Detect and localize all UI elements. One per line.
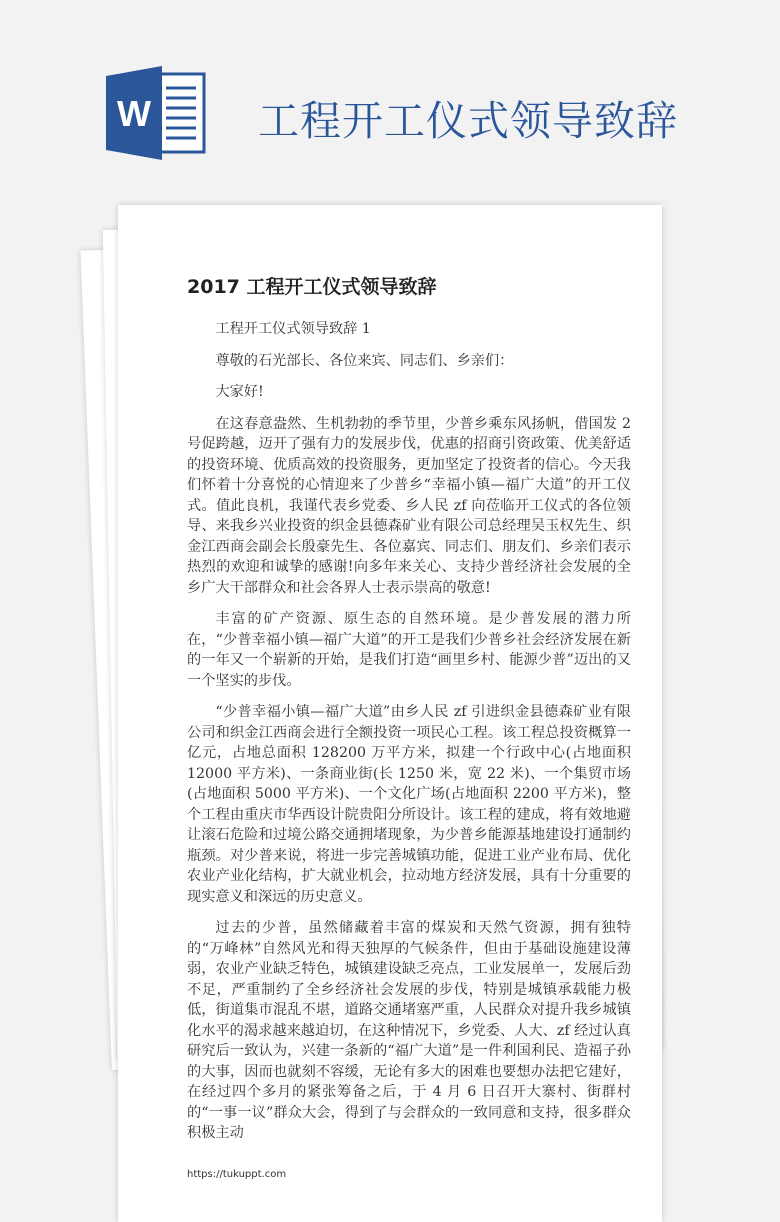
paragraph: 工程开工仪式领导致辞 1 [215,321,371,337]
paragraph: 尊敬的石光部长、各位来宾、同志们、乡亲们： [215,352,514,369]
banner-title: 工程开工仪式领导致辞 [258,97,678,145]
paragraph: 过去的少普，虽然储藏着丰富的煤炭和天然气资源，拥有独特的“万峰林”自然风光和得天独厚的气候条件，但由于基础设施建设薄弱，农业产业缺乏特色，城镇建设缺乏亮点，工业发展单一，发展后劲不足，严重制约了全乡经济社会发展的步伐，特别是城镇承载能力极低，街道集市混乱不堪，道路交通堵塞严重，人民群众对提升我乡城镇化水平的渴求越来越迫切，在这种情况下，乡党委、人大、zf 经过认真研究后一致认为，兴建一条新的“福广大道”是一件利国利民、造福子孙的大事，因而也就刻不容缓，无论有多大的困难也要想办法把它建好，在经过四个多月的紧张筹备之后，于 4 月 6 日召开大寨村、街群村的“一事一议”群众大会，得到了与会群众的一致同意和支持，很多群众积极主动 [187,920,631,1141]
svg-text:W: W [117,93,151,134]
footer-url: https://tukuppt.com [187,1168,287,1180]
document-body [187,319,631,1144]
paragraph: 在这春意盎然、生机勃勃的季节里，少普乡乘东风扬帆，借国发 2 号促跨越，迈开了强有力的发展步伐，优惠的招商引资政策、优美舒适的投资环境、优质高效的投资服务，更加坚定了投资者的信心。今天我们怀着十分喜悦的心情迎来了少普乡“幸福小镇—福广大道”的开工仪式。值此良机，我谨代表乡党委、乡人民 zf 向莅临开工仪式的各位领导、来我乡兴业投资的织金县德森矿业有限公司总经理吴玉权先生、织金江西商会副会长殷豪先生、各位嘉宾、同志们、朋友们、乡亲们表示热烈的欢迎和诚挚的感谢!向多年来关心、支持少普经济社会发展的全乡广大干部群众和社会各界人士表示崇高的敬意! [187,415,631,596]
paragraph: 大家好! [215,384,264,400]
paragraph: “少普幸福小镇—福广大道”由乡人民 zf 引进织金县德森矿业有限公司和织金江西商会进行全额投资一项民心工程。该工程总投资概算一亿元，占地总面积 128200 万平方米，拟建一个行政中心(占地面积 12000 平方米)、一条商业街(长 1250 米，宽 22 米)、一个集贸市场(占地面积 5000 平方米)、一个文化广场(占地面积 2200 平方米)，整个工程由重庆市华西设计院贵阳分所设计。该工程的建成，将有效地避让滚石危险和过境公路交通拥堵现象，为少普乡能源基地建设打通制约瓶颈。对少普来说，将进一步完善城镇功能，促进工业产业布局、优化农业产业化结构，扩大就业机会，拉动地方经济发展，具有十分重要的现实意义和深远的历史意义。 [187,704,631,905]
paragraph: 丰富的矿产资源、原生态的自然环境。是少普发展的潜力所在，“少普幸福小镇—福广大道”的开工是我们少普乡社会经济发展在新的一年又一个崭新的开始，是我们打造“画里乡村、能源少普”迈出的又一个坚实的步伐。 [187,611,631,689]
document-page [118,205,662,1222]
word-document-icon [106,66,206,160]
document-title: 2017 工程开工仪式领导致辞 [187,276,437,298]
